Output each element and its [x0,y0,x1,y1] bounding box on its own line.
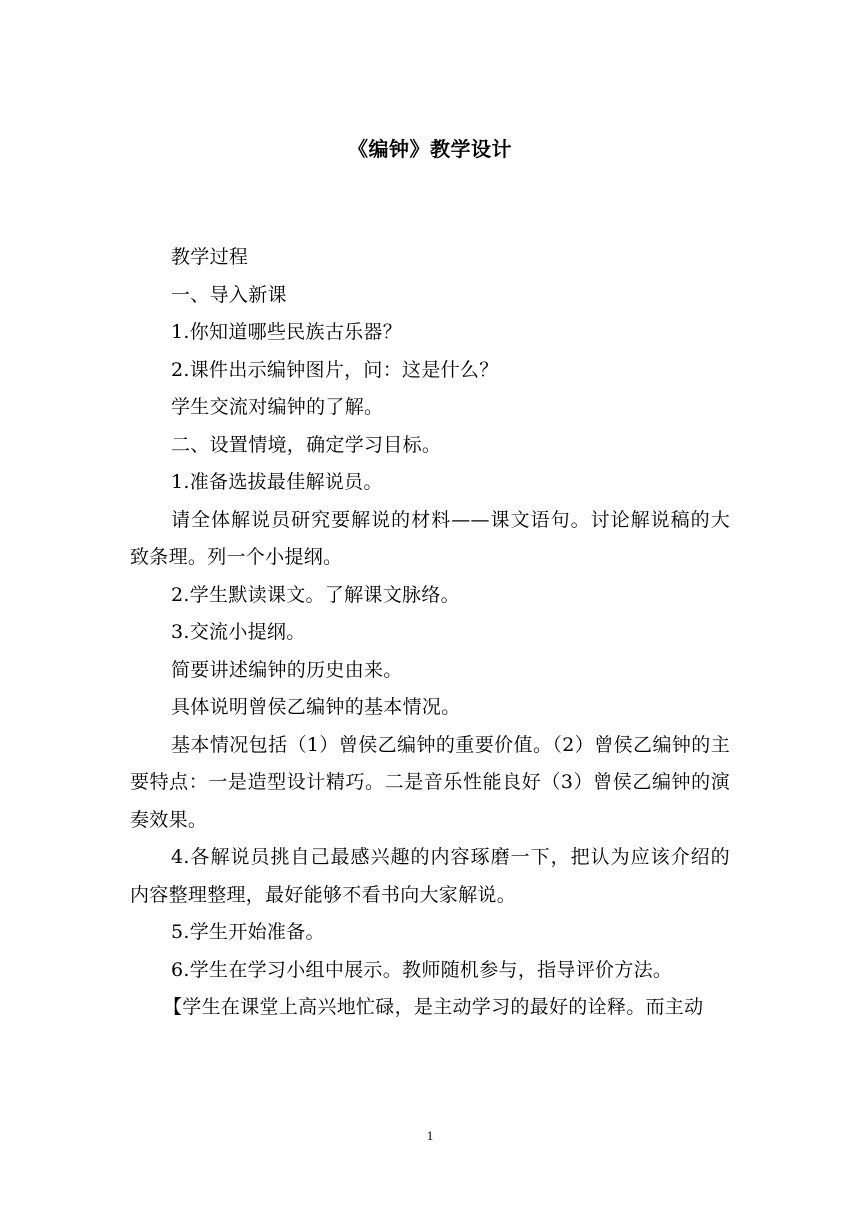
paragraph-step-5: 5.学生开始准备。 [171,921,325,943]
paragraph-section-two-heading: 二、设置情境，确定学习目标。 [171,433,442,456]
paragraph-item-2: 2.课件出示编钟图片，问：这是什么？ [171,358,499,381]
paragraph-step-4: 4.各解说员挑自己最感兴趣的内容琢磨一下，把认为应该介绍的内容整理整理，最好能够不看书向大家解说。 [130,846,730,906]
paragraph-item-1: 1.你知道哪些民族古乐器？ [171,321,403,343]
paragraph-step-1: 1.准备选拔最佳解说员。 [171,471,383,493]
paragraph-teaching-process: 教学过程 [171,246,249,268]
paragraph-student-exchange: 学生交流对编钟的了解。 [171,396,384,418]
document-body [130,239,730,1027]
document-title: 《编钟》教学设计 [348,137,512,161]
paragraph-basic-details: 基本情况包括（1）曾侯乙编钟的重要价值。（2）曾侯乙编钟的主要特点：一是造型设计精巧。二是音乐性能良好（3）曾侯乙编钟的演奏效果。 [130,733,730,831]
paragraph-commentary: 【学生在课堂上高兴地忙碌，是主动学习的最好的诠释。而主动 [163,996,704,1018]
paragraph-history: 简要讲述编钟的历史由来。 [171,658,403,681]
paragraph-section-one-heading: 一、导入新课 [171,283,287,306]
paragraph-research-materials: 请全体解说员研究要解说的材料——课文语句。讨论解说稿的大致条理。列一个小提纲。 [130,508,730,568]
page-number: 1 [426,1128,434,1143]
paragraph-step-2: 2.学生默读课文。了解课文脉络。 [171,583,460,606]
paragraph-step-6: 6.学生在学习小组中展示。教师随机参与，指导评价方法。 [171,958,673,981]
paragraph-step-3: 3.交流小提纲。 [171,621,306,643]
paragraph-basic-situation: 具体说明曾侯乙编钟的基本情况。 [171,696,461,718]
